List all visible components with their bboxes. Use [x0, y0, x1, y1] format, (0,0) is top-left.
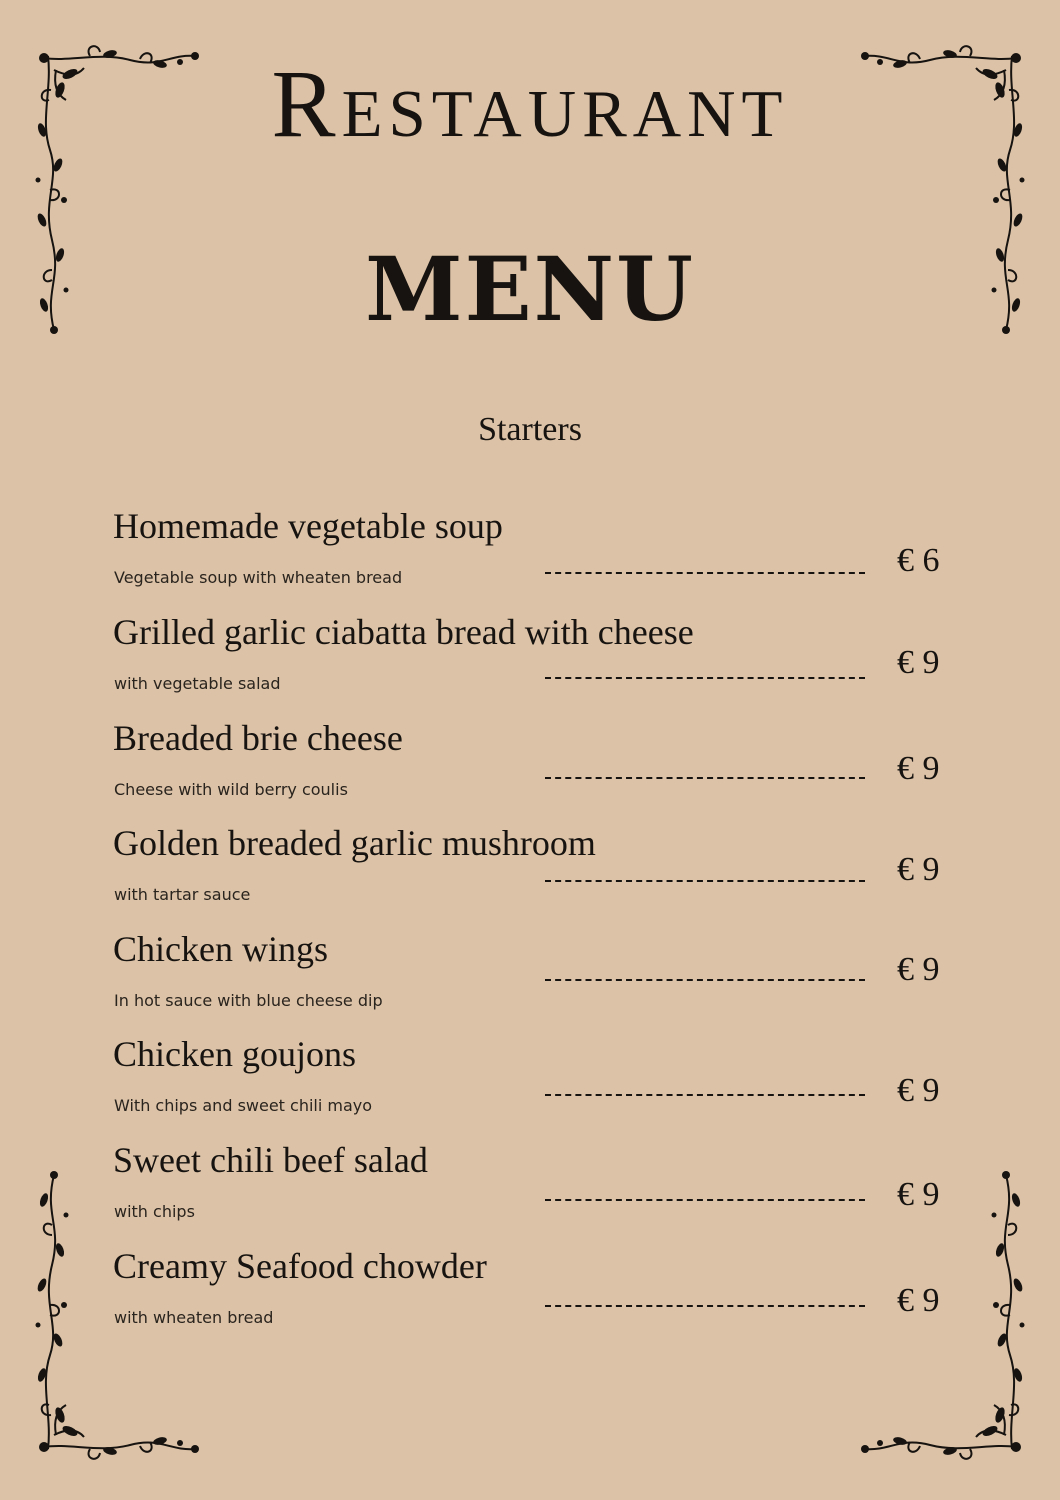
- dotted-leader: [545, 1199, 865, 1201]
- menu-item-name: Chicken goujons: [113, 1034, 356, 1074]
- menu-item-price: € 9: [897, 750, 940, 787]
- menu-item-name: Grilled garlic ciabatta bread with cheese: [113, 612, 694, 652]
- page-title: Restaurant: [271, 50, 789, 157]
- menu-item-description: Cheese with wild berry coulis: [114, 780, 348, 799]
- menu-item: [0, 1248, 1060, 1354]
- dotted-leader: [545, 1305, 865, 1307]
- menu-item-price: € 9: [897, 1282, 940, 1319]
- menu-item-description: with chips: [114, 1202, 195, 1221]
- dotted-leader: [545, 777, 865, 779]
- menu-item-name: Golden breaded garlic mushroom: [113, 823, 596, 863]
- menu-item-description: with wheaten bread: [114, 1308, 274, 1327]
- menu-item-description: With chips and sweet chili mayo: [114, 1096, 373, 1115]
- menu-item: [0, 825, 1060, 931]
- menu-item: [0, 1142, 1060, 1248]
- menu-item-price: € 9: [897, 851, 940, 888]
- menu-item-price: € 9: [897, 1176, 940, 1213]
- menu-item: [0, 508, 1060, 614]
- menu-item-price: € 9: [897, 951, 940, 988]
- dotted-leader: [545, 880, 865, 882]
- menu-item-name: Homemade vegetable soup: [113, 506, 503, 546]
- menu-item-price: € 9: [897, 644, 940, 681]
- menu-item: [0, 1036, 1060, 1142]
- menu-heading: MENU: [365, 237, 695, 341]
- dotted-leader: [545, 1094, 865, 1096]
- menu-item-name: Sweet chili beef salad: [113, 1140, 428, 1180]
- section-heading-starters: Starters: [478, 411, 582, 448]
- menu-item-description: with tartar sauce: [114, 885, 251, 904]
- menu-item-name: Breaded brie cheese: [113, 718, 403, 758]
- menu-item-price: € 9: [897, 1072, 940, 1109]
- menu-item-name: Chicken wings: [113, 929, 328, 969]
- dotted-leader: [545, 677, 865, 679]
- menu-item-name: Creamy Seafood chowder: [113, 1246, 487, 1286]
- menu-item-description: In hot sauce with blue cheese dip: [114, 991, 383, 1010]
- menu-item: [0, 720, 1060, 826]
- menu-item: [0, 931, 1060, 1037]
- menu-item-description: Vegetable soup with wheaten bread: [114, 568, 403, 587]
- dotted-leader: [545, 572, 865, 574]
- dotted-leader: [545, 979, 865, 981]
- menu-item: [0, 614, 1060, 720]
- menu-item-price: € 6: [897, 542, 940, 579]
- menu-item-description: with vegetable salad: [114, 674, 281, 693]
